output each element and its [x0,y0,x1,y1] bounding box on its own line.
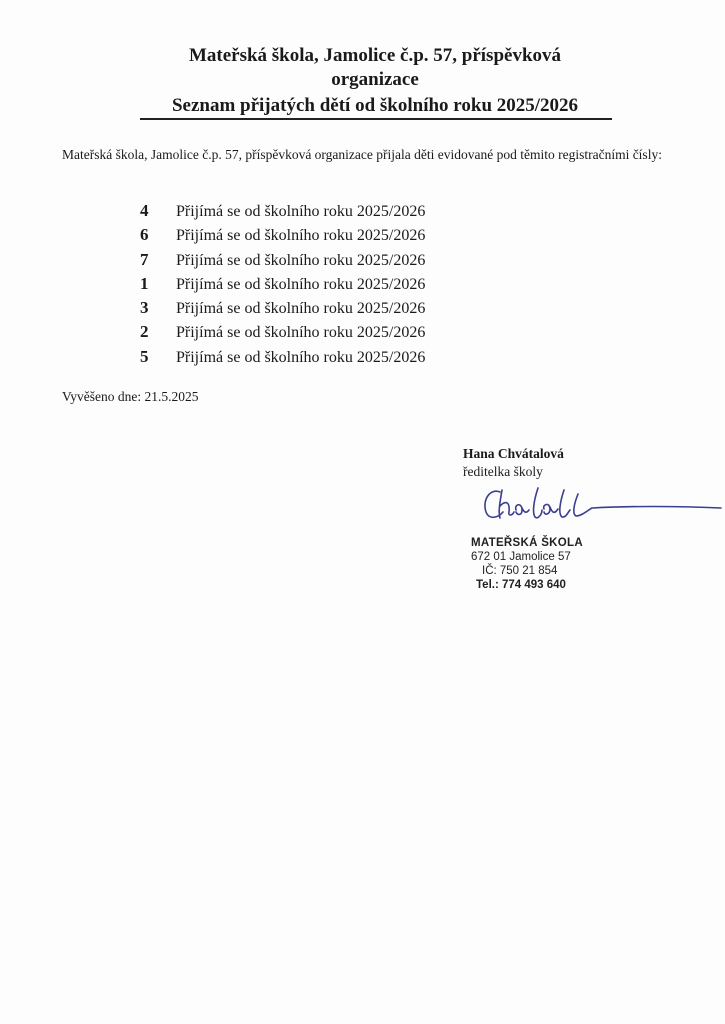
admitted-list [140,201,540,371]
posted-date: Vyvěšeno dne: 21.5.2025 [62,389,199,404]
header-subtitle: Seznam přijatých dětí od školního roku 2025/2026 [171,95,579,116]
admission-status: Přijímá se od školního roku 2025/2026 [176,324,426,342]
admission-status: Přijímá se od školního roku 2025/2026 [176,348,426,366]
stamp-line: 672 01 Jamolice 57 [471,551,571,563]
list-item [140,322,540,346]
list-item [140,298,540,322]
registration-number: 6 [140,225,149,245]
header-underline [140,118,612,120]
admission-status: Přijímá se od školního roku 2025/2026 [176,203,426,220]
admission-status: Přijímá se od školního roku 2025/2026 [176,227,426,245]
header-title-continued: organizace [331,69,419,90]
admission-status: Přijímá se od školního roku 2025/2026 [176,275,426,293]
intro-paragraph: Mateřská škola, Jamolice č.p. 57, příspěvková organizace přijala děti evidované pod těmito registračními čísly: [62,147,662,162]
registration-number: 7 [140,249,149,269]
stamp-line: IČ: 750 21 854 [482,565,558,577]
document-header [140,44,610,118]
list-item [140,225,540,249]
header-title: Mateřská škola, Jamolice č.p. 57, příspěvková [188,45,562,66]
stamp-line: MATEŘSKÁ ŠKOLA [471,537,583,549]
list-item [140,274,540,298]
signatory-role: ředitelka školy [463,464,543,479]
signatory-name: Hana Chvátalová [463,446,564,461]
list-item [140,201,540,225]
admission-status: Přijímá se od školního roku 2025/2026 [176,300,426,318]
list-item [140,250,540,274]
handwritten-signature [478,482,723,530]
registration-number: 3 [140,298,149,318]
admission-status: Přijímá se od školního roku 2025/2026 [176,251,426,269]
stamp-line: Tel.: 774 493 640 [476,579,566,591]
registration-number: 2 [140,322,149,342]
registration-number: 1 [140,273,149,293]
registration-number: 5 [140,346,149,366]
registration-number: 4 [140,201,149,220]
school-stamp [462,536,602,592]
list-item [140,347,540,371]
